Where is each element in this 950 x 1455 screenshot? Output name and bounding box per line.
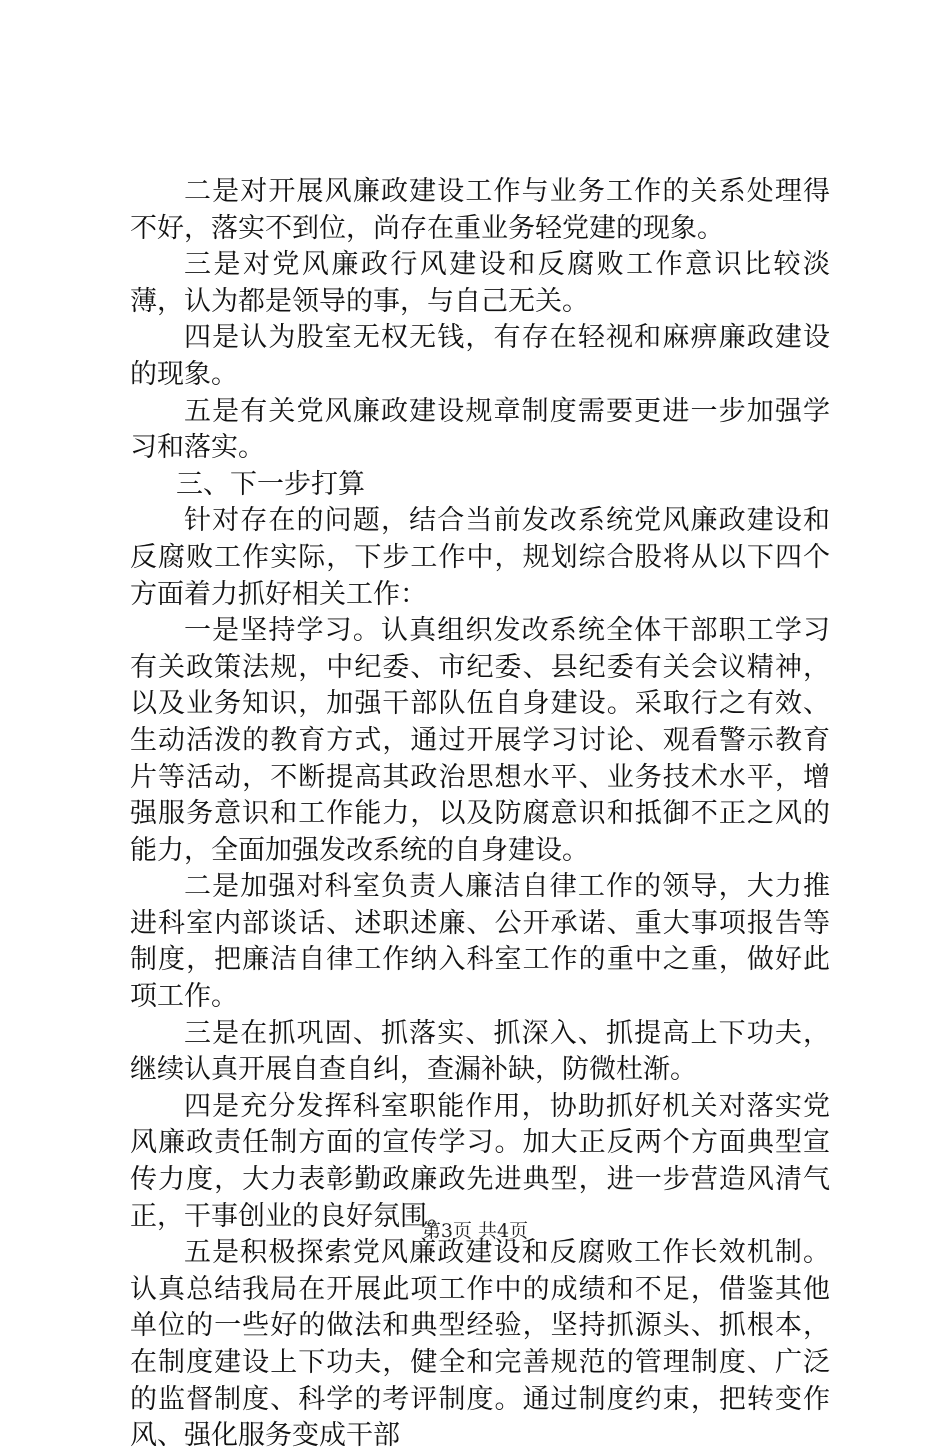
paragraph-plan-one: 一是坚持学习。认真组织发改系统全体干部职工学习有关政策法规，中纪委、市纪委、县纪委有关会议精神，以及业务知识，加强干部队伍自身建设。采取行之有效、生动活泼的教育方式，通过开展学习讨论、观看警示教育片等活动，不断提高其政治思想水平、业务技术水平，增强服务意识和工作能力，以及防腐意识和抵御不正之风的能力，全面加强发改系统的自身建设。 xyxy=(130,615,830,866)
paragraph-point-two: 二是对开展风廉政建设工作与业务工作的关系处理得不好，落实不到位，尚存在重业务轻党建的现象。 xyxy=(130,176,830,244)
paragraph-point-four: 四是认为股室无权无钱，有存在轻视和麻痹廉政建设的现象。 xyxy=(130,322,830,390)
paragraph-plan-five: 五是积极探索党风廉政建设和反腐败工作长效机制。认真总结我局在开展此项工作中的成绩和不足，借鉴其他单位的一些好的做法和典型经验，坚持抓源头、抓根本，在制度建设上下功夫，健全和完善规范的管理制度、广泛的监督制度、科学的考评制度。通过制度约束，把转变作风、强化服务变成干部 xyxy=(130,1237,830,1452)
paragraph-plan-three: 三是在抓巩固、抓落实、抓深入、抓提高上下功夫，继续认真开展自查自纠，查漏补缺，防微杜渐。 xyxy=(130,1017,830,1086)
document-body xyxy=(130,174,830,1455)
page-footer: 第3页 共4页 xyxy=(421,1220,529,1242)
paragraph-intro: 针对存在的问题，结合当前发改系统党风廉政建设和反腐败工作实际，下步工作中，规划综合股将从以下四个方面着力抓好相关工作： xyxy=(130,505,830,610)
paragraph-plan-four: 四是充分发挥科室职能作用，协助抓好机关对落实党风廉政责任制方面的宣传学习。加大正反两个方面典型宣传力度，大力表彰勤政廉政先进典型，进一步营造风清气正，干事创业的良好氛围。 xyxy=(130,1090,830,1232)
paragraph-plan-two: 二是加强对科室负责人廉洁自律工作的领导，大力推进科室内部谈话、述职述廉、公开承诺、重大事项报告等制度，把廉洁自律工作纳入科室工作的重中之重，做好此项工作。 xyxy=(130,871,830,1013)
paragraph-point-three: 三是对党风廉政行风建设和反腐败工作意识比较淡薄，认为都是领导的事，与自己无关。 xyxy=(130,249,830,317)
paragraph-point-five: 五是有关党风廉政建设规章制度需要更进一步加强学习和落实。 xyxy=(130,395,830,464)
section-heading-next-steps: 三、下一步打算 xyxy=(176,468,365,500)
